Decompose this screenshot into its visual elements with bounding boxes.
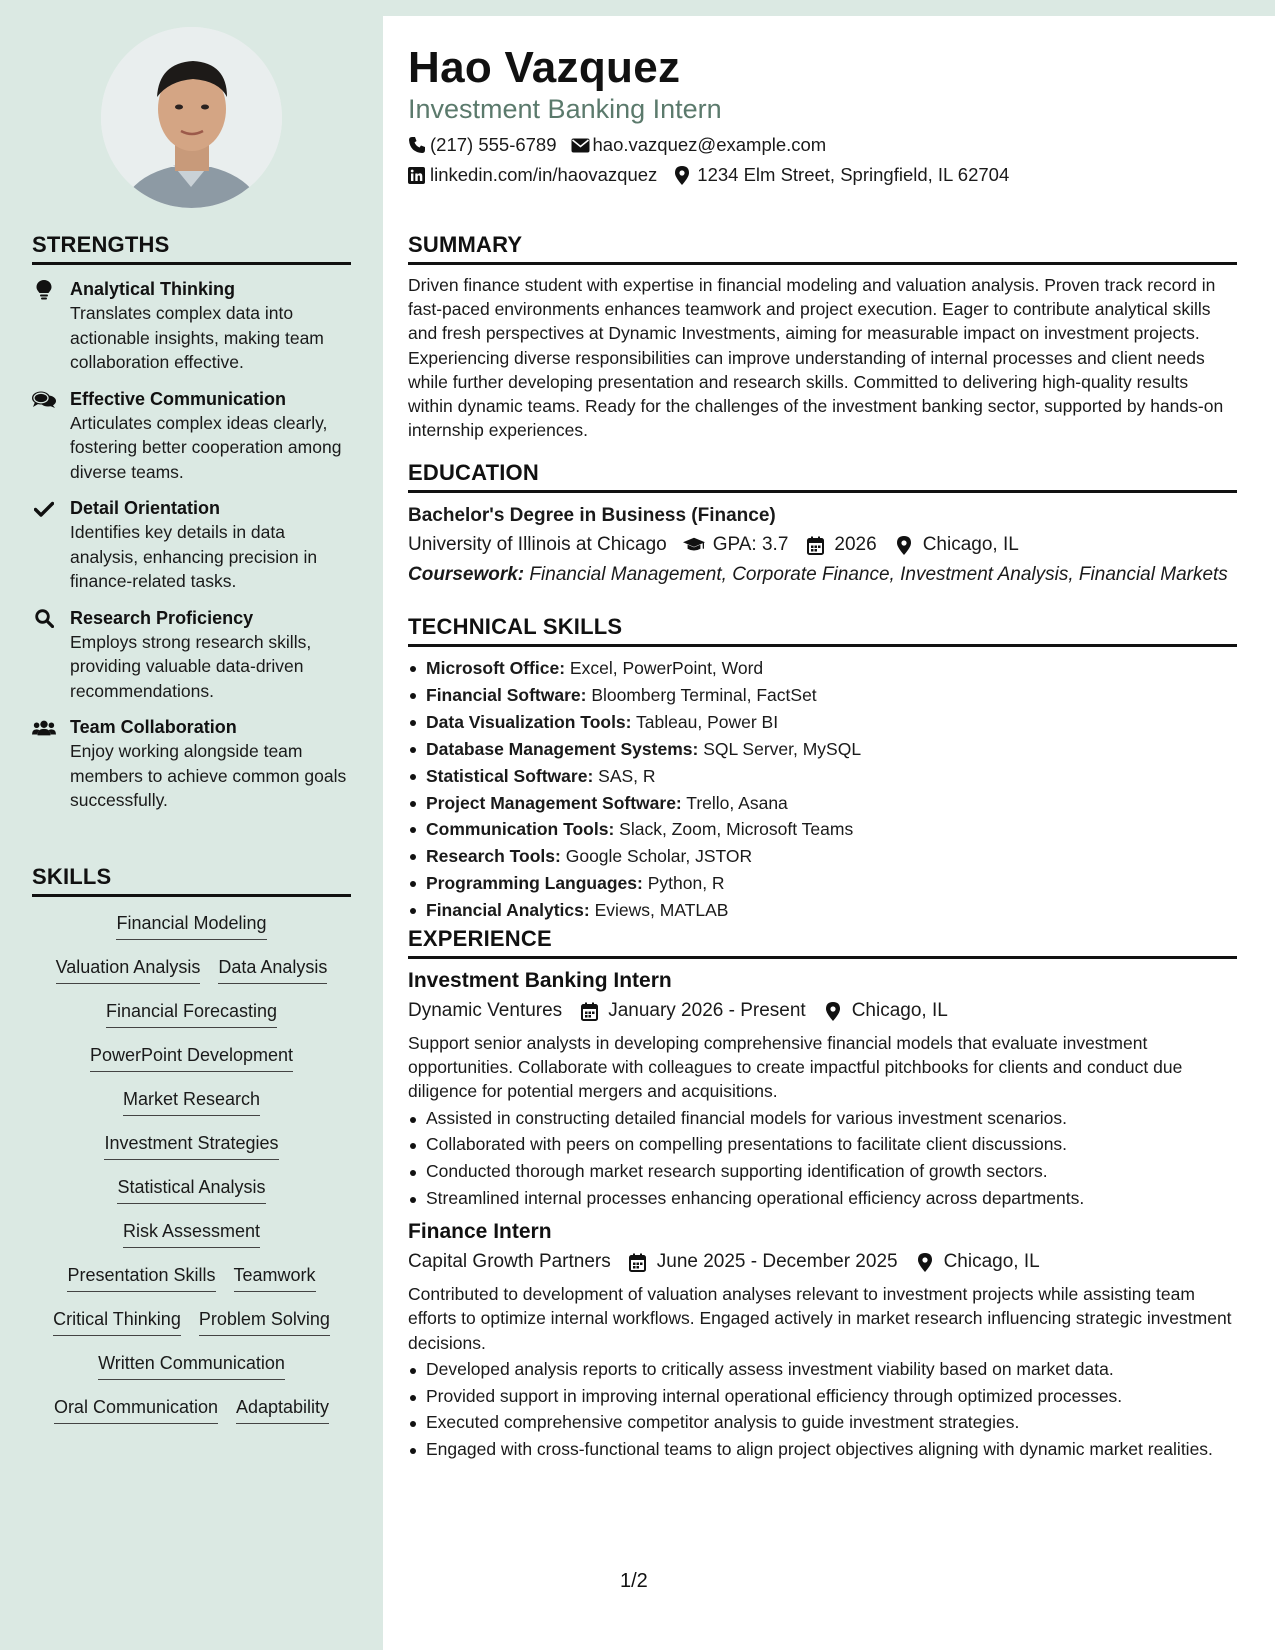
list-item: Executed comprehensive competitor analysis to guide investment strategies. [408,1410,1237,1434]
skill-row [32,1087,351,1116]
job-role: Finance Intern [408,1220,552,1244]
skills-section [32,864,351,1424]
company-name: Dynamic Ventures [408,1000,563,1021]
skill-row [32,911,351,940]
page-number: 1/2 [620,1570,648,1592]
list-item [408,843,1237,870]
strength-title: Team Collaboration [70,717,237,737]
linkedin-icon [408,165,430,185]
strength-title: Analytical Thinking [70,279,236,299]
skill-tag: Data Analysis [218,955,327,984]
education-meta [408,531,1237,559]
skill-values: SAS, R [598,765,656,786]
check-icon [32,498,56,520]
skill-category: Programming Languages: [426,873,643,894]
job-entry [408,967,1237,1210]
skill-row [32,1351,351,1380]
experience-title: EXPERIENCE [408,926,1237,959]
graduation-cap-icon [683,535,705,555]
skill-category: Data Visualization Tools: [426,711,632,732]
skill-tag: Oral Communication [54,1395,218,1424]
job-description: Contributed to development of valuation analyses relevant to investment projects while assisting team efforts to optimize internal workflows. Engaged actively in market research influencing strategic investment decisions. [408,1284,1232,1353]
summary-title: SUMMARY [408,232,1237,265]
job-dates: January 2026 - Present [608,1000,806,1021]
skill-values: Bloomberg Terminal, FactSet [591,684,817,705]
strength-title: Research Proficiency [70,607,254,628]
strength-desc: Employs strong research skills, providing valuable data-driven recommendations. [70,631,312,701]
job-bullets [408,1357,1237,1462]
list-item [408,763,1237,790]
skill-tag: Risk Assessment [123,1219,260,1248]
job-location: Chicago, IL [943,1251,1040,1273]
main-content [383,16,1275,1650]
phone-icon [408,135,430,155]
skill-values: Google Scholar, JSTOR [565,846,753,867]
map-pin-icon [675,165,697,185]
job-bullets [408,1106,1237,1211]
job-dates: June 2025 - December 2025 [656,1251,898,1273]
calendar-icon [627,1252,649,1272]
skill-row [32,1043,351,1072]
contact-row-2 [408,164,1023,186]
calendar-icon [804,535,826,555]
strength-desc: Enjoy working alongside team members to achieve common goals successfully. [70,741,347,810]
skill-values: Tableau, Power BI [636,711,779,732]
skill-category: Financial Analytics: [426,900,590,921]
skills-title: SKILLS [32,864,351,897]
experience-section [408,926,1237,1464]
strengths-section [32,232,351,813]
coursework-label: Coursework: [408,564,525,585]
skill-tag: PowerPoint Development [90,1043,293,1072]
map-pin-icon [822,1001,844,1021]
skill-category: Project Management Software: [426,792,682,813]
strength-desc: Identifies key details in data analysis, enhancing precision in finance-related tasks. [70,522,318,591]
skill-values: Trello, Asana [686,792,788,813]
coursework-list: Financial Management, Corporate Finance, Investment Analysis, Financial Markets [529,564,1228,585]
list-item [408,897,1237,924]
education-section [408,460,1237,587]
phone-contact [408,134,557,156]
linkedin-contact[interactable] [408,164,657,186]
list-item [408,682,1237,709]
contact-row [408,134,840,156]
skill-category: Statistical Software: [426,765,594,786]
skill-row [32,1175,351,1204]
skill-tag: Statistical Analysis [117,1175,265,1204]
list-item [408,790,1237,817]
strength-item [32,715,351,813]
strength-item [32,606,351,704]
education-title: EDUCATION [408,460,1237,493]
list-item [408,655,1237,682]
lightbulb-icon [32,279,56,301]
profile-photo [101,27,282,208]
skill-category: Financial Software: [426,684,587,705]
school-name: University of Illinois at Chicago [408,534,667,555]
calendar-icon [578,1001,600,1021]
list-item [408,870,1237,897]
list-item [408,816,1237,843]
skill-values: Python, R [647,873,725,894]
summary-text: Driven finance student with expertise in financial modeling and valuation analysis. Proven track record in fast-paced environments enhances teamwork and project execution. Eager to contribute analytical skills and fresh perspectives at Dynamic Investments, aiming for measurable impact on investment projects. Experiencing diverse responsibilities can improve understanding of internal processes and client needs while further developing presentation and research skills. Committed to delivering high-quality results within dynamic teams. Ready for the challenges of the investment banking sector, supported by hands-on internship experiences. [408,275,1224,441]
list-item: Developed analysis reports to critically assess investment viability based on market data. [408,1357,1237,1381]
strength-title: Detail Orientation [70,498,221,518]
gpa-text: GPA: 3.7 [712,534,789,555]
list-item [408,736,1237,763]
candidate-title: Investment Banking Intern [408,94,722,124]
job-meta [408,1248,1237,1276]
list-item: Conducted thorough market research supporting identification of growth sectors. [408,1159,1237,1183]
map-pin-icon [893,535,915,555]
summary-section [408,232,1237,442]
search-icon [32,608,56,630]
skill-tag: Adaptability [236,1395,329,1424]
education-location: Chicago, IL [922,534,1019,555]
skill-values: Slack, Zoom, Microsoft Teams [619,819,854,840]
technical-skills-section [408,614,1237,924]
linkedin-link[interactable]: linkedin.com/in/haovazquez [430,164,658,185]
strength-item [32,387,351,485]
skill-row [32,1219,351,1248]
users-icon [32,717,56,739]
graduation-year: 2026 [834,534,877,555]
list-item: Collaborated with peers on compelling presentations to facilitate client discussions. [408,1132,1237,1156]
skill-category: Database Management Systems: [426,738,699,759]
job-meta [408,997,1237,1025]
address-text: 1234 Elm Street, Springfield, IL 62704 [697,164,1010,185]
company-name: Capital Growth Partners [408,1251,611,1273]
address-contact [671,164,1009,186]
skill-tag: Problem Solving [199,1307,330,1336]
strength-item [32,496,351,594]
list-item [408,709,1237,736]
skill-tag: Valuation Analysis [56,955,201,984]
strengths-title: STRENGTHS [32,232,351,265]
list-item: Assisted in constructing detailed financial models for various investment scenarios. [408,1106,1237,1130]
skill-category: Microsoft Office: [426,658,566,678]
strength-title: Effective Communication [70,388,287,409]
list-item: Provided support in improving internal operational efficiency through optimized processes. [408,1384,1237,1408]
skill-tag: Financial Modeling [116,911,266,940]
skill-category: Communication Tools: [426,819,615,840]
technical-skills-list [408,655,1237,924]
comments-icon [32,389,56,411]
job-location: Chicago, IL [851,1000,948,1021]
skill-tag: Investment Strategies [104,1131,278,1160]
job-role: Investment Banking Intern [408,969,672,992]
skill-tag: Financial Forecasting [106,999,277,1028]
skill-values: Excel, PowerPoint, Word [569,658,764,678]
strength-desc: Translates complex data into actionable insights, making team collaboration effective. [70,303,324,372]
skill-tag: Teamwork [234,1263,316,1292]
envelope-icon [571,135,593,155]
skill-row [32,1131,351,1160]
coursework [408,563,1237,587]
skill-values: Eviews, MATLAB [594,900,729,921]
email-contact[interactable] [571,134,827,156]
degree-title: Bachelor's Degree in Business (Finance) [408,505,776,526]
skill-category: Research Tools: [426,846,561,867]
skill-tag: Market Research [123,1087,260,1116]
list-item: Streamlined internal processes enhancing operational efficiency across departments. [408,1186,1237,1210]
map-pin-icon [914,1252,936,1272]
strength-desc: Articulates complex ideas clearly, fostering better cooperation among diverse teams. [70,412,342,482]
skill-tag: Written Communication [98,1351,285,1380]
skill-tag: Presentation Skills [67,1263,215,1292]
technical-skills-title: TECHNICAL SKILLS [408,614,1237,647]
job-description: Support senior analysts in developing comprehensive financial models that evaluate investment opportunities. Collaborate with colleagues to create impactful pitchbooks for clients and conduct due diligence for potential mergers and acquisitions. [408,1033,1183,1102]
strength-item [32,277,351,375]
phone-text: (217) 555-6789 [430,134,557,155]
skill-row [32,999,351,1028]
candidate-name: Hao Vazquez [408,43,681,92]
skill-values: SQL Server, MySQL [703,738,862,759]
sidebar [0,0,383,1650]
list-item: Engaged with cross-functional teams to align project objectives aligning with dynamic market realities. [408,1437,1237,1461]
job-entry [408,1218,1237,1461]
email-link[interactable]: hao.vazquez@example.com [592,134,827,155]
skills-list [32,911,351,1424]
skill-tag: Critical Thinking [53,1307,181,1336]
